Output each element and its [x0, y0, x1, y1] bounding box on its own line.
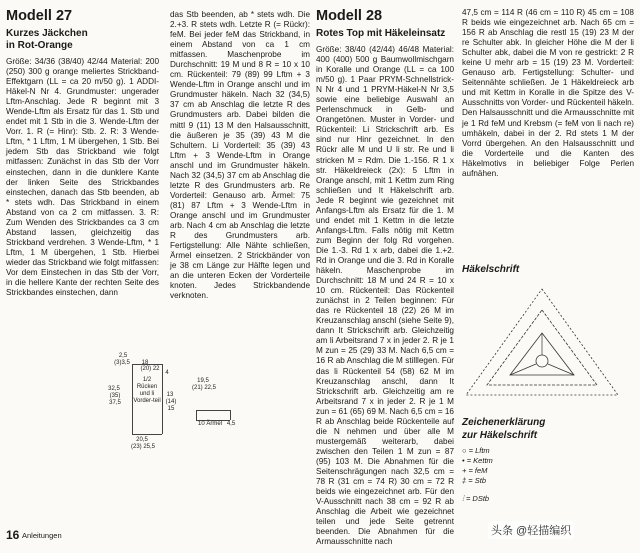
schematic-dim: 32,5: [108, 386, 120, 392]
schematic-center-label: 1/2 Rücken und li Vorder-teil: [133, 377, 161, 404]
model28-subtitle: Rotes Top mit Häkeleinsatz: [316, 28, 446, 39]
schematic-dim: 19,5: [197, 378, 209, 384]
schematic-dim: (14) 15: [165, 399, 177, 412]
double-crochet-symbol: ‡: [462, 476, 469, 485]
schematic-sleeve-label: 10 Ärmel: [198, 421, 223, 427]
schematic-dim: 20,5: [136, 437, 148, 443]
schematic-dim: (23) 25,5: [130, 444, 155, 450]
legend-heading-1: Zeichenerklärung: [462, 417, 546, 428]
model27-instructions-continued: das Stb beenden, ab * stets wdh. Die 2.+3. R stets wdh. Letzte R (= Rückr): feM. Bei jeder feM das Strickband, in einem Abstand von ca 1 cm mitfassen. Maschenprobe im Durchschnitt: 19 M und 8 R = 10 x 10 cm. Rückenteil: 79 (89) 99 Lftm + 3 Wende-Lftm in Orange anschl und im Grundmuster häkeln. Nach 32 (34,5) 37 cm ab Anschlag die letzte R des Grundmusters arb. Dabei bilden die mittl 9 (11) 13 M den Halsausschnitt, die äußeren je 35 (39) 43 M die Schultern. Li Vorderteil: 35 (39) 43 Lftm + 3 Wende-Lftm in Orange anschl und im Grundmuster häkeln. Nach 32 (34,5) 37 cm ab Anschlag die letzte R des Grundmusters arb. Re Vorderteil: Genauso arb. Ärmel: 75 (81) 87 Lftm + 3 Wende-Lftm in Orange anschl und im Grundmuster arb. Nach 4 cm ab Anschlag die letzte R des Grundmusters arb. Fertigstellung: Alle Nähte schließen, Ärmel einsetzen. 2 Strickbänder von je 38 cm Länge zur Hälfte legen und an die unteren Ecken der Vorderteile knoten. Jedes Strickbandende verknoten.: [170, 10, 310, 301]
model27-continued-column: [170, 10, 310, 301]
legend-heading-2: zur Häkelschrift: [462, 430, 538, 441]
page-number: 16: [6, 528, 20, 542]
schematic-dim: 4,5: [226, 421, 236, 427]
schematic-dim: (21) 22,5: [191, 385, 216, 391]
schematic-dim: 13: [166, 392, 174, 398]
schematic-dim: 4: [165, 370, 169, 376]
schematic-dim: (3)3,5: [114, 360, 130, 366]
legend-item-kettm: • = Kettm: [462, 456, 493, 465]
schematic-dim: (35) 37,5: [109, 393, 121, 406]
footer-section: Anleitungen: [22, 531, 62, 540]
model28-column: [316, 8, 454, 547]
crochet-chart: [462, 285, 622, 400]
haekelschrift-heading: Häkelschrift: [462, 264, 520, 275]
treble-crochet-symbol: ⫶: [462, 494, 466, 503]
model27-title: Modell 27: [6, 8, 73, 24]
schematic-dim: (20) 22: [140, 366, 160, 372]
schematic-dim: 18: [141, 360, 149, 366]
chain-stitch-symbol: ○: [462, 446, 469, 455]
slip-stitch-symbol: •: [462, 456, 467, 465]
legend-item-fem: + = feM: [462, 466, 488, 475]
legend-item-stb: ‡ = Stb: [462, 476, 486, 485]
model27-column: [6, 8, 159, 298]
legend-item-dstb: ⫶ = DStb: [462, 494, 490, 503]
model27-instructions: Größe: 34/36 (38/40) 42/44 Material: 200 (250) 300 g orange meliertes Strickband-Effektgarn (LL = ca 20 m/50 g). 1 ADDI-Häkel-N Nr 4. Grundmuster: ungerader Lftm-Anschlag. Jede R beginnt mit 3 Wende-Lftm als Ersatz für das 1. Stb und endet mit 1 Stb in die 3. Wende-Lftm der Vorr. 1. R (= Hinr): Stb. 2. R: 3 Wende-Lftm, * 1 Lftm, 1 M übergehen, 1 Stb. Bei jedem Stb das Strickband wie folgt mitfassen: Zunächst in das Stb der Vorr einstechen, dann in die dunklere Kante der linken Seite des Strickbandes einstechen, danach das Stb beenden, ab * stets wdh. Das Strickband in einem Abstand von ca 2 cm mitfassen. 3. R: Zum Wenden des Strickbandes ca 3 cm Abstand lassen, gleichzeitig das Strickband verdrehen. 3 Wende-Lftm, * 1 Lftm, 1 M übergehen, 1 Stb. Hierbei wieder das Strickband wie folgt mitfassen: Vor dem Einstechen in das Stb der Vorr, in die hellere Kante der rechten Seite des Strickbandes einstechen, dann: [6, 57, 159, 298]
legend-item-lftm: ○ = Lftm: [462, 446, 490, 455]
schematic-dim: 2,5: [118, 353, 128, 359]
model27-subtitle: Kurzes Jäckchen in Rot-Orange: [6, 28, 88, 51]
model28-continued-column: [462, 8, 634, 179]
model28-title: Modell 28: [316, 8, 383, 24]
single-crochet-symbol: +: [462, 466, 469, 475]
model28-instructions-continued: 47,5 cm = 114 R (46 cm = 110 R) 45 cm = 108 R beids wie eingezeichnet arb. Nach 65 cm = 156 R ab Anschlag die restl 15 (19) 23 M der re Schulter abk. In gleicher Höhe die M der li Schulter abk, dabei die M von re gestrickt: 2 R keine U mehr arb = 15 (19) 23 M. Vorderteil: Genauso arb. Fertigstellung: Schulter- und Seitennähte schließen. Je 1 Häkeldreieck arb und mit Kettm in Koralle in die Spitze des V-Ausschnitts von Vorder- und Rückenteil häkeln. Den Halsausschnitt und die Armausschnitte mit je 1 Rd feM und Krebsm (= feM von li nach re) umhäkeln, dabei in der 2. Rd stets 1 M der Vorrd übergehen. An den Halsausschnitt und die Vorderteile und die Kanten des Häkelmotivs in beliebiger Folge Perlen aufnähen.: [462, 8, 634, 178]
model28-instructions: Größe: 38/40 (42/44) 46/48 Material: 400 (400) 500 g Baumwollmischgarn in Koralle und Orange (LL = ca 100 m/50 g). 1 Paar PRYM-Schnellstrick-N Nr 4 und 1 PRYM-Häkel-N Nr 3,5 sowie eine beliebige Auswahl an Perlenschmuck in Gelb- und Orangetönen. Muster in Vorder- und Rückenteil: Li Strickschrift arb. Es sind nur Hinr gezeichnet. In den Rückr alle M und U li str. Re und li stricken M = Rdm. Die 1.-156. R 1 x str. Häkeldreieck (2x): 5 Lftm in Orange anschl, mit 1 Kettm zum Ring schließen und It Häkelschrift arb. Jede R beginnt wie gezeichnet mit Anfangs-Lftm als Ersatz für die 1. M und endet mit 1 Kettm in die letzte Anfangs-Lftm. Falls nötig mit Kettm zum Beginn der folg Rd vorgehen. Die 1.-3. Rd 1 x arb, dabei die 1.+2. Rd in Orange und die 3. Rd in Koralle häkeln. Maschenprobe im Durchschnitt: 18 M und 24 R = 10 x 10 cm. Rückenteil: Das Rückenteil zunächst in 2 Teilen beginnen: Für das re Rückenteil 18 (22) 26 M im Kreuzanschlag anschl (siehe Seite 9), dann It Strickschrift arb. Gleichzeitig am li Arbeitsrand 7 x in jeder 2. R je 1 M zun = 25 (29) 33 M. Nach 6,5 cm = 16 R ab Anschlag die M stilllegen. Für das li Rückenteil 54 (58) 62 M im Kreuzanschlag anschl, dann It Strickschrift arb. Gleichzeitig am re Arbeitsrand 7 x in jeder 2. R je 1 M zun = 61 (65) 69 M. Nach 6,5 cm = 16 R ab Anschlag beide Rückenteile auf die N nehmen und über alle M mustergemäß weiterarb, dabei zwischen den Teilen 1 M zun = 87 (95) 103 M. Die Abnahmen für die Seitenschrägungen nach 32,5 cm = 78 R (31 cm = 74 R) 30 cm = 72 R beids wie eingezeichnet arb. Für den V-Ausschnitt nach 38 cm = 92 R ab Anschlag die Arbeit wie gezeichnet teilen und jede Seite getrennt beenden. Die Abnahmen für die Armausschnitte nach: [316, 45, 454, 547]
watermark: 头条 @轻描编织: [488, 521, 574, 539]
